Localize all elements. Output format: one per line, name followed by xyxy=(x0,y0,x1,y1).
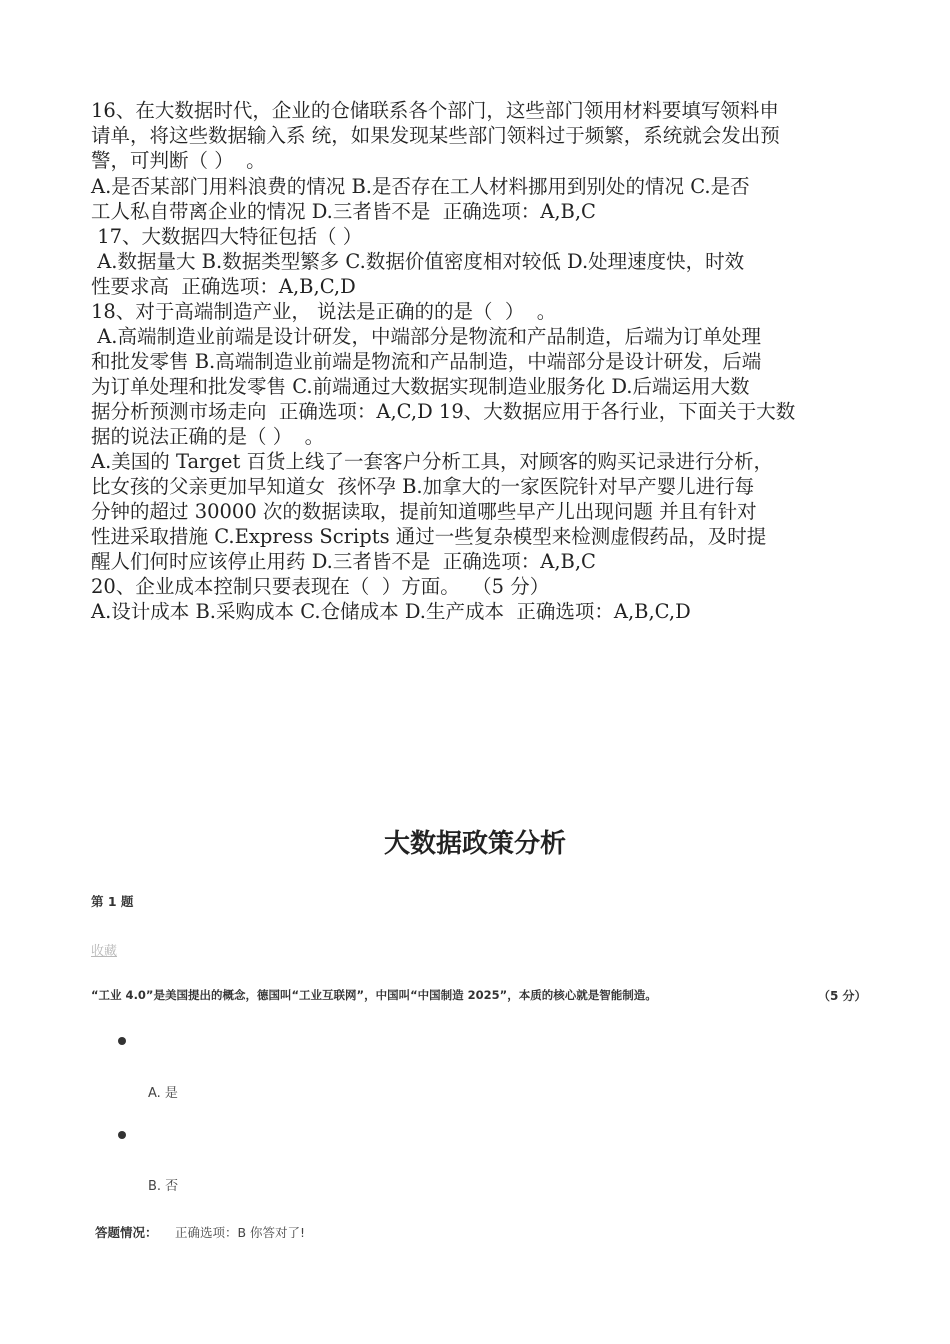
question-text: “工业 4.0”是美国提出的概念，德国叫“工业互联网”，中国叫“中国制造 2025”，本质的核心就是智能制造。 xyxy=(91,988,657,1002)
text-line: 20、企业成本控制只要表现在（ ）方面。 （5 分） xyxy=(91,575,550,598)
text-line: A.数据量大 B.数据类型繁多 C.数据价值密度相对较低 D.处理速度快，时效 xyxy=(91,250,745,273)
question-score: （5 分） xyxy=(818,989,867,1003)
text-line: 据分析预测市场走向 正确选项：A,C,D 19、大数据应用于各行业，下面关于大数 xyxy=(91,400,796,423)
option-b[interactable]: B. 否 xyxy=(148,1179,179,1194)
text-line: A.美国的 Target 百货上线了一套客户分析工具，对顾客的购买记录进行分析， xyxy=(91,450,773,473)
text-line: 为订单处理和批发零售 C.前端通过大数据实现制造业服务化 D.后端运用大数 xyxy=(91,375,750,398)
text-line: A.高端制造业前端是设计研发，中端部分是物流和产品制造，后端为订单处理 xyxy=(91,325,761,348)
answer-status-label: 答题情况： xyxy=(95,1225,158,1240)
text-line: 醒人们何时应该停止用药 D.三者皆不是 正确选项：A,B,C xyxy=(91,550,596,573)
favorite-link[interactable]: 收藏 xyxy=(91,944,118,959)
text-line: 16、在大数据时代，企业的仓储联系各个部门，这些部门领用材料要填写领料申 xyxy=(91,99,779,122)
text-line: 工人私自带离企业的情况 D.三者皆不是 正确选项：A,B,C xyxy=(91,200,596,223)
text-line: 17、大数据四大特征包括（ ） xyxy=(91,225,363,248)
bullet-icon xyxy=(118,1037,126,1045)
text-line: 性要求高 正确选项：A,B,C,D xyxy=(91,275,356,298)
text-line: 比女孩的父亲更加早知道女 孩怀孕 B.加拿大的一家医院针对早产婴儿进行每 xyxy=(91,475,755,498)
answer-status-text: 正确选项：B 你答对了! xyxy=(175,1225,306,1240)
text-line: 18、对于高端制造产业， 说法是正确的的是（ ） 。 xyxy=(91,300,557,323)
text-line: A.设计成本 B.采购成本 C.仓储成本 D.生产成本 正确选项：A,B,C,D xyxy=(91,600,691,623)
text-line: 分钟的超过 30000 次的数据读取，提前知道哪些早产儿出现问题 并且有针对 xyxy=(91,500,757,523)
text-line: 性进采取措施 C.Express Scripts 通过一些复杂模型来检测虚假药品，及时提 xyxy=(91,525,767,548)
text-line: 据的说法正确的是（ ） 。 xyxy=(91,425,325,448)
question-number: 第 1 题 xyxy=(91,894,134,909)
bullet-icon xyxy=(118,1131,126,1139)
text-line: 警，可判断（ ） 。 xyxy=(91,149,266,172)
text-line: 和批发零售 B.高端制造业前端是物流和产品制造，中端部分是设计研发，后端 xyxy=(91,350,762,373)
section-title: 大数据政策分析 xyxy=(383,829,566,859)
text-line: 请单，将这些数据输入系 统，如果发现某些部门领料过于频繁，系统就会发出预 xyxy=(91,124,780,147)
text-line: A.是否某部门用料浪费的情况 B.是否存在工人材料挪用到别处的情况 C.是否 xyxy=(91,175,750,198)
option-a[interactable]: A. 是 xyxy=(148,1086,178,1101)
